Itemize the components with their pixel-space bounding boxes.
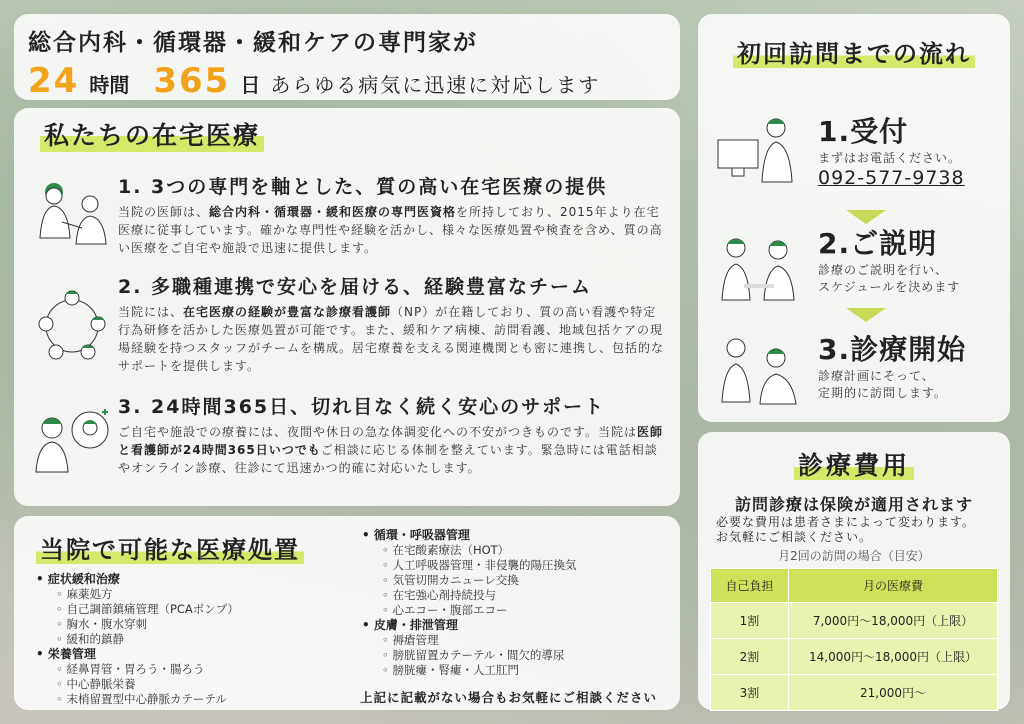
team-circle-icon (32, 286, 112, 366)
table-cell: 21,000円～ (789, 675, 998, 711)
section-1-heading: 1. 3つの専門を軸とした、質の高い在宅医療の提供 (118, 176, 608, 198)
step-3-title: 3.診療開始 (818, 333, 967, 366)
list-category: • 症状緩和治療 (36, 572, 239, 587)
list-item: ◦ 膀胱留置カテーテル・間欠的導尿 (362, 648, 576, 663)
header-line1: 総合内科・循環器・緩和ケアの専門家が (28, 30, 478, 56)
list-item: ◦ 緩和的鎮静 (36, 632, 239, 647)
list-item: ◦ 在宅酸素療法（HOT） (362, 543, 576, 558)
table-cell: 7,000円～18,000円（上限） (789, 603, 998, 639)
flow-title: 初回訪問までの流れ (712, 34, 996, 69)
header-line2 (28, 61, 666, 101)
cost-title: 診療費用 (710, 446, 998, 482)
insurance-lead: 訪問診療は保険が適用されます (734, 495, 973, 514)
list-category: • 循環・呼吸器管理 (362, 528, 576, 543)
cost-note-1: 必要な費用は患者さまによって変わります。 (716, 515, 976, 529)
table-row (711, 639, 998, 675)
section-2-heading: 2. 多職種連携で安心を届ける、経験豊富なチーム (118, 276, 593, 298)
table-cell: 1割 (711, 603, 789, 639)
treatments-right-column (362, 528, 576, 678)
consultation-icon (714, 226, 804, 306)
list-item: ◦ 経鼻胃管・胃ろう・腸ろう (36, 662, 239, 677)
section-1 (118, 172, 668, 257)
list-item: ◦ 人工呼吸器管理・非侵襲的陽圧換気 (362, 558, 576, 573)
cost-table (710, 568, 998, 711)
section-2 (118, 272, 668, 375)
step-2-desc-2: スケジュールを決めます (818, 280, 961, 294)
phone-number-link[interactable]: 092-577-9738 (818, 167, 965, 189)
list-item: ◦ 中心静脈栄養 (36, 677, 239, 692)
arrow-down-icon (846, 308, 886, 322)
step-3 (818, 328, 966, 402)
step-3-desc-2: 定期的に訪問します。 (818, 386, 948, 400)
phone-support-icon (32, 398, 112, 478)
header-panel (14, 14, 680, 100)
section-1-body: 当院の医師は、総合内科・循環器・緩和医療の専門医資格を所持しており、2015年より在宅医療に従事しています。確かな専門性や経験を活かし、様々な医療処置や検査を含め、質の高い医療をご自宅や施設で迅速に提供します。 (118, 205, 663, 255)
list-item: ◦ 気管切開カニューレ交換 (362, 573, 576, 588)
days-number: 365 (153, 61, 231, 101)
section-3 (118, 392, 668, 477)
reception-icon (714, 102, 804, 192)
step-3-desc-1: 診療計画にそって、 (818, 369, 935, 383)
header-line2-tail: あらゆる病気に迅速に対応します (270, 73, 601, 97)
list-item: ◦ 胸水・腹水穿刺 (36, 617, 239, 632)
flow-panel (698, 14, 1010, 422)
list-item: ◦ 褥瘡管理 (362, 633, 576, 648)
list-category: • 皮膚・排泄管理 (362, 618, 576, 633)
treatments-title: 当院で可能な医療処置 (36, 530, 668, 565)
step-1-title: 1.受付 (818, 115, 909, 148)
list-item: ◦ 末梢留置型中心静脈カテーテル (36, 692, 239, 707)
table-row (711, 603, 998, 639)
table-cell: 2割 (711, 639, 789, 675)
treatments-left-column (36, 572, 239, 707)
treatment-start-icon (714, 328, 804, 408)
step-2-desc-1: 診療のご説明を行い、 (818, 263, 949, 277)
step-1-desc: まずはお電話ください。 (818, 151, 962, 165)
step-2 (818, 222, 960, 296)
section-3-heading: 3. 24時間365日、切れ目なく続く安心のサポート (118, 396, 606, 418)
doctor-patient-icon (32, 178, 112, 253)
table-cell: 3割 (711, 675, 789, 711)
hours-unit: 時間 (89, 73, 130, 97)
section-2-body: 当院には、在宅医療の経験が豊富な診療看護師（NP）が在籍しており、質の高い看護や特定行為研修を活かした医療処置が可能です。また、緩和ケア病棟、訪問看護、地域包括ケアの現場経験を持つスタッフがチームを構成。居宅療養を支える関連機関とも密に連携し、包括的なサポートを提供します。 (118, 305, 665, 373)
table-header-row (711, 569, 998, 603)
list-item: ◦ 心エコー・腹部エコー (362, 603, 576, 618)
list-item: ◦ 自己調節鎮痛管理（PCAポンプ） (36, 602, 239, 617)
home-care-title: 私たちの在宅医療 (40, 116, 264, 152)
column-header: 月の医療費 (789, 569, 998, 603)
cost-note-2: お気軽にご相談ください。 (716, 530, 873, 544)
table-row (711, 675, 998, 711)
table-cell: 14,000円～18,000円（上限） (789, 639, 998, 675)
step-1 (818, 110, 965, 189)
hours-number: 24 (28, 61, 80, 101)
treatments-panel (14, 516, 680, 710)
home-care-panel (14, 108, 680, 506)
cost-caption: 月2回の訪問の場合（目安） (778, 549, 930, 563)
section-3-body: ご自宅や施設での療養には、夜間や休日の急な体調変化への不安がつきものです。当院は医師と看護師が24時間365日いつでもご相談に応じる体制を整えています。緊急時には電話相談やオンライン診療、往診にて迅速かつ的確に対応いたします。 (118, 425, 664, 475)
cost-panel (698, 432, 1010, 710)
list-item: ◦ 膀胱瘻・腎瘻・人工肛門 (362, 663, 576, 678)
consult-note: 上記に記載がない場合もお気軽にご相談ください (360, 690, 658, 705)
list-category: • 栄養管理 (36, 647, 239, 662)
step-2-title: 2.ご説明 (818, 227, 938, 260)
list-item: ◦ 麻薬処方 (36, 587, 239, 602)
days-unit: 日 (240, 73, 261, 97)
column-header: 自己負担 (711, 569, 789, 603)
list-item: ◦ 在宅強心剤持続投与 (362, 588, 576, 603)
